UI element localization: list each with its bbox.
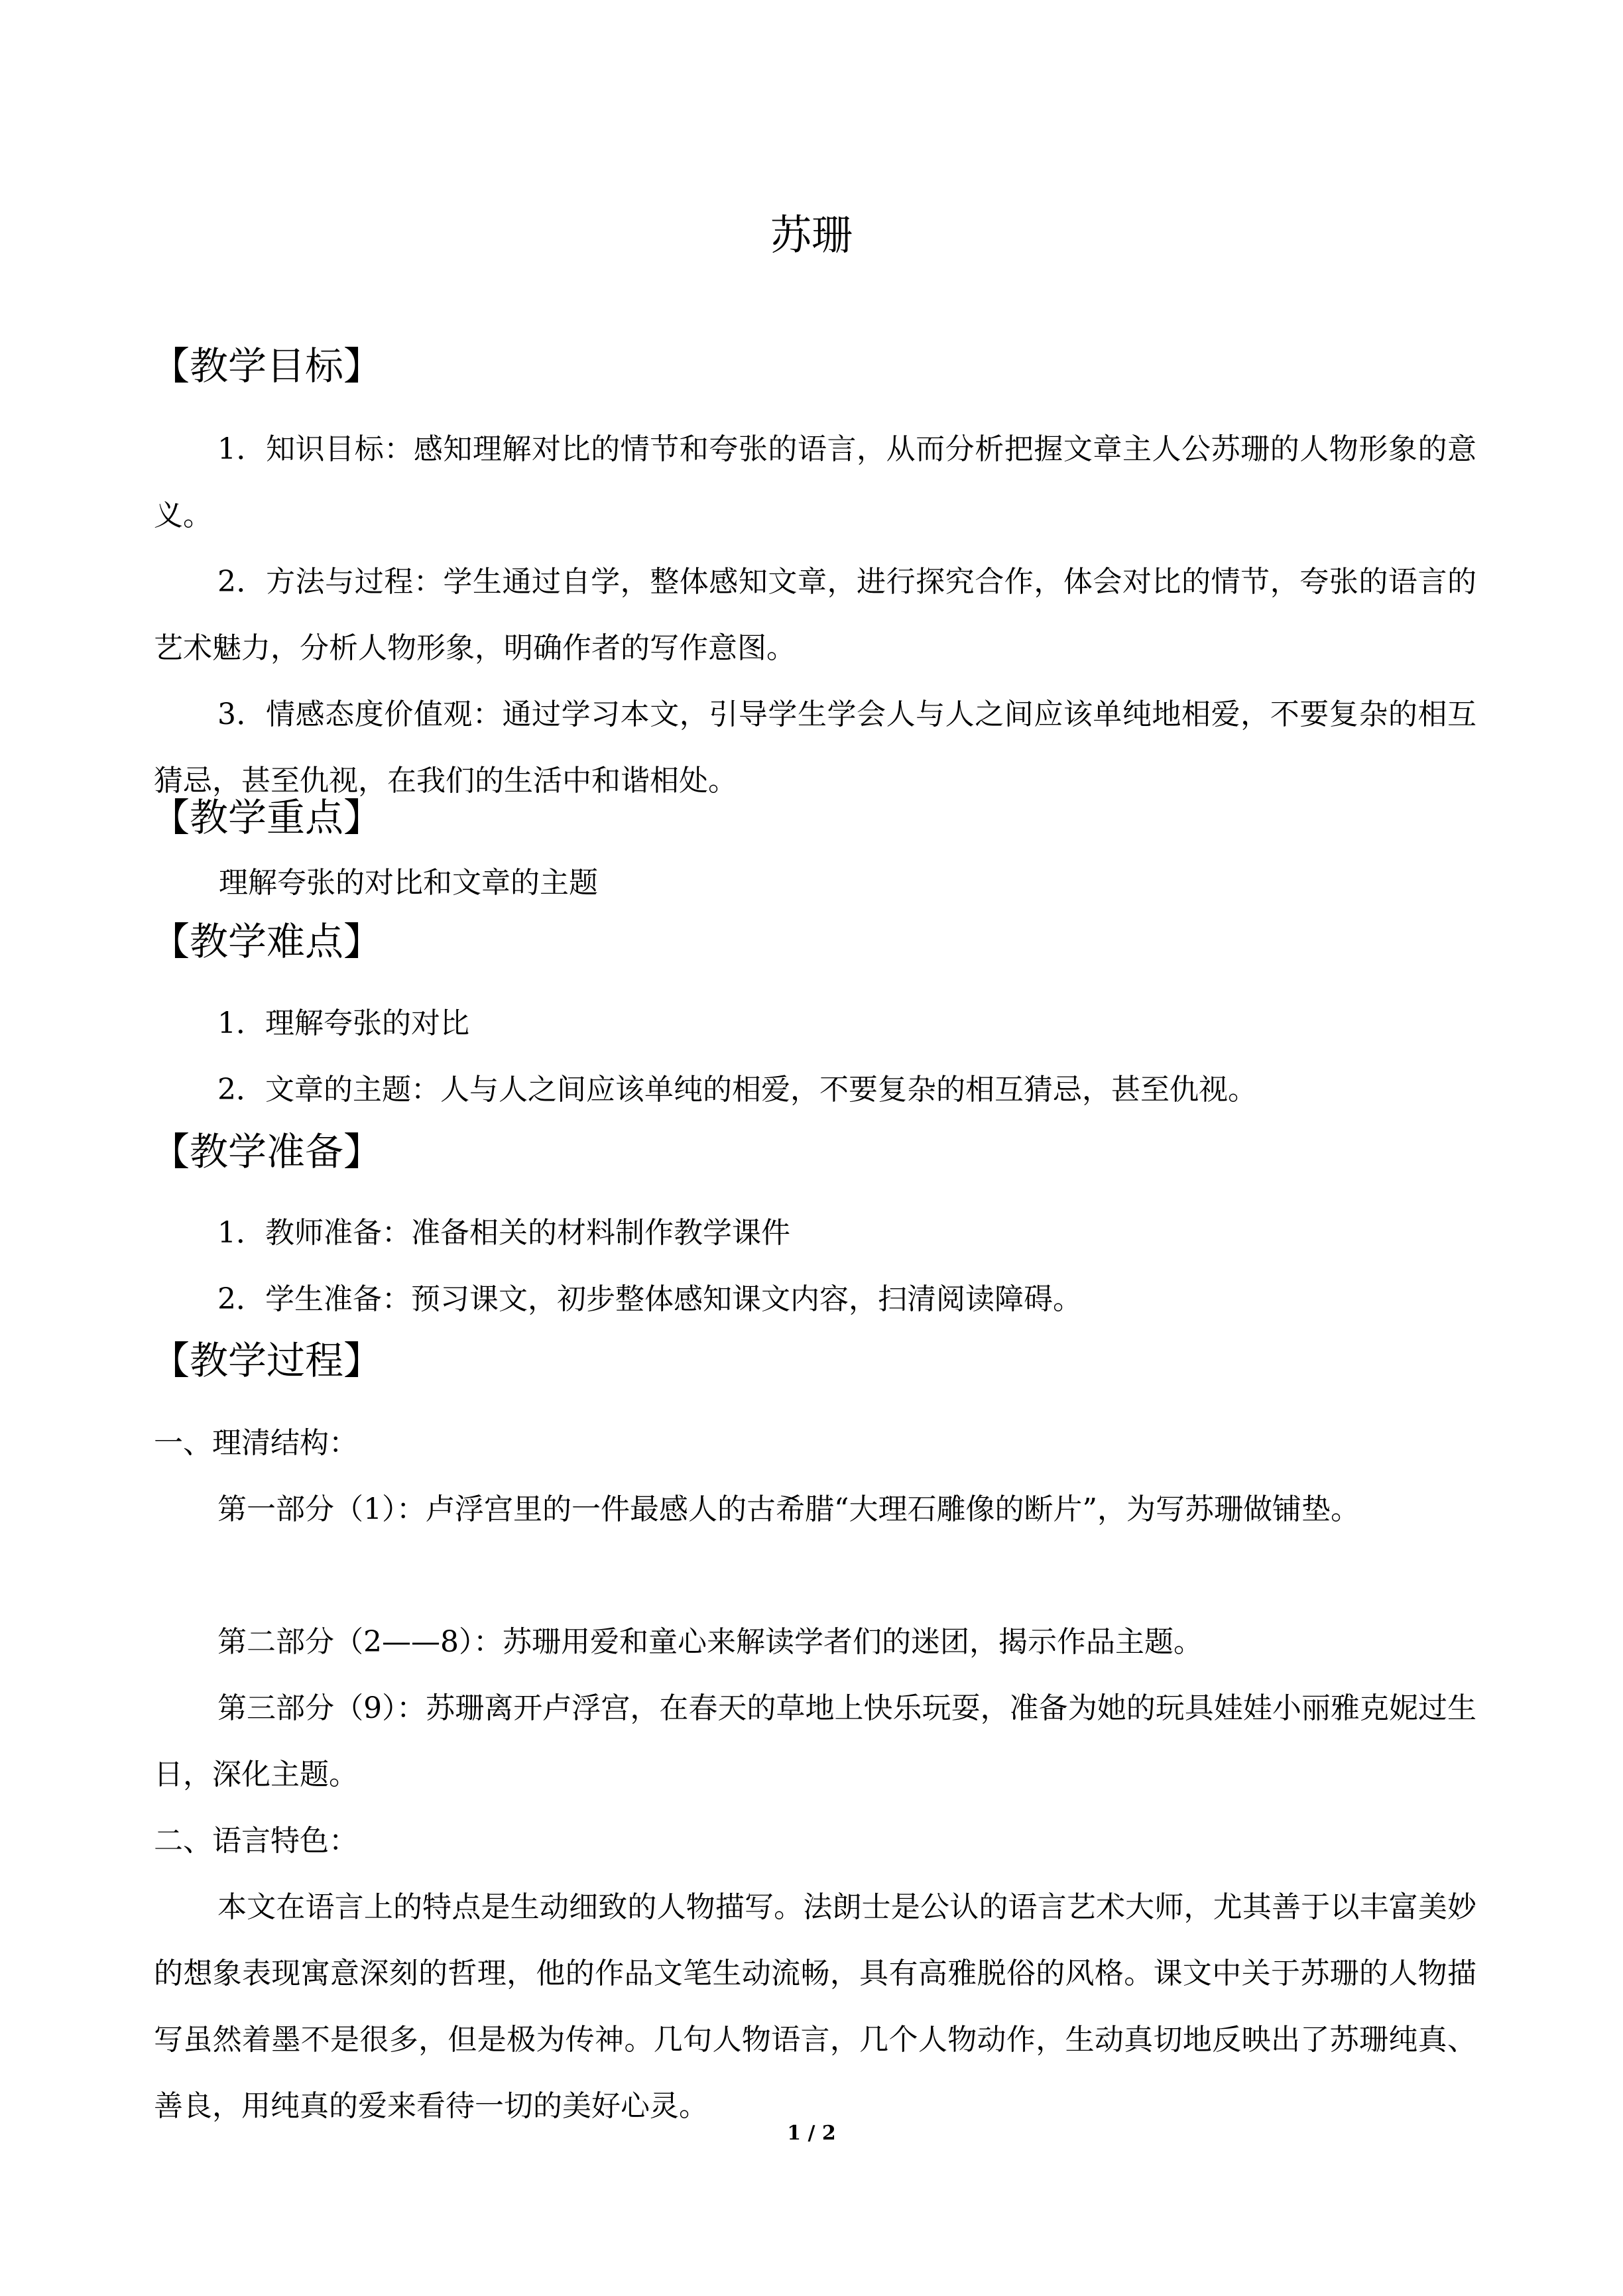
process-part1-title: 一、理清结构： bbox=[154, 1426, 358, 1460]
heading-difficulties: 【教学难点】 bbox=[151, 919, 383, 964]
key-points-text: 理解夸张的对比和文章的主题 bbox=[219, 866, 598, 900]
preparation-item-1: 1．教师准备：准备相关的材料制作教学课件 bbox=[217, 1216, 790, 1250]
heading-process: 【教学过程】 bbox=[151, 1338, 383, 1383]
process-part2-title: 二、语言特色： bbox=[154, 1824, 358, 1858]
page-number: 1 / 2 bbox=[787, 2122, 836, 2145]
difficulty-item-1: 1．理解夸张的对比 bbox=[217, 1006, 469, 1040]
document-title: 苏珊 bbox=[770, 211, 853, 259]
heading-key-points: 【教学重点】 bbox=[151, 795, 383, 840]
heading-preparation: 【教学准备】 bbox=[151, 1129, 383, 1174]
process-part1-item-1: 第一部分（1）：卢浮宫里的一件最感人的古希腊“大理石雕像的断片”，为写苏珊做铺垫。 bbox=[217, 1492, 1360, 1526]
difficulty-item-2: 2．文章的主题：人与人之间应该单纯的相爱，不要复杂的相互猜忌，甚至仇视。 bbox=[217, 1073, 1257, 1107]
process-part1-item-3: 第三部分（9）：苏珊离开卢浮宫，在春天的草地上快乐玩耍，准备为她的玩具娃娃小丽雅克妮过生日，深化主题。 bbox=[154, 1691, 1476, 1791]
objective-item-1: 1．知识目标：感知理解对比的情节和夸张的语言，从而分析把握文章主人公苏珊的人物形象的意义。 bbox=[154, 432, 1476, 532]
heading-objectives: 【教学目标】 bbox=[151, 343, 383, 389]
preparation-item-2: 2．学生准备：预习课文，初步整体感知课文内容，扫清阅读障碍。 bbox=[217, 1282, 1082, 1316]
process-part1-item-2: 第二部分（2——8）：苏珊用爱和童心来解读学者们的迷团，揭示作品主题。 bbox=[217, 1625, 1203, 1659]
process-part2-text: 本文在语言上的特点是生动细致的人物描写。法朗士是公认的语言艺术大师，尤其善于以丰富美妙的想象表现寓意深刻的哲理，他的作品文笔生动流畅，具有高雅脱俗的风格。课文中关于苏珊的人物描写虽然着墨不是很多，但是极为传神。几句人物语言，几个人物动作，生动真切地反映出了苏珊纯真、善良，用纯真的爱来看待一切的美好心灵。 bbox=[154, 1890, 1476, 2123]
objective-item-3: 3．情感态度价值观：通过学习本文，引导学生学会人与人之间应该单纯地相爱，不要复杂的相互猜忌，甚至仇视，在我们的生活中和谐相处。 bbox=[154, 697, 1476, 798]
objective-item-2: 2．方法与过程：学生通过自学，整体感知文章，进行探究合作，体会对比的情节，夸张的语言的艺术魅力，分析人物形象，明确作者的写作意图。 bbox=[154, 565, 1476, 665]
